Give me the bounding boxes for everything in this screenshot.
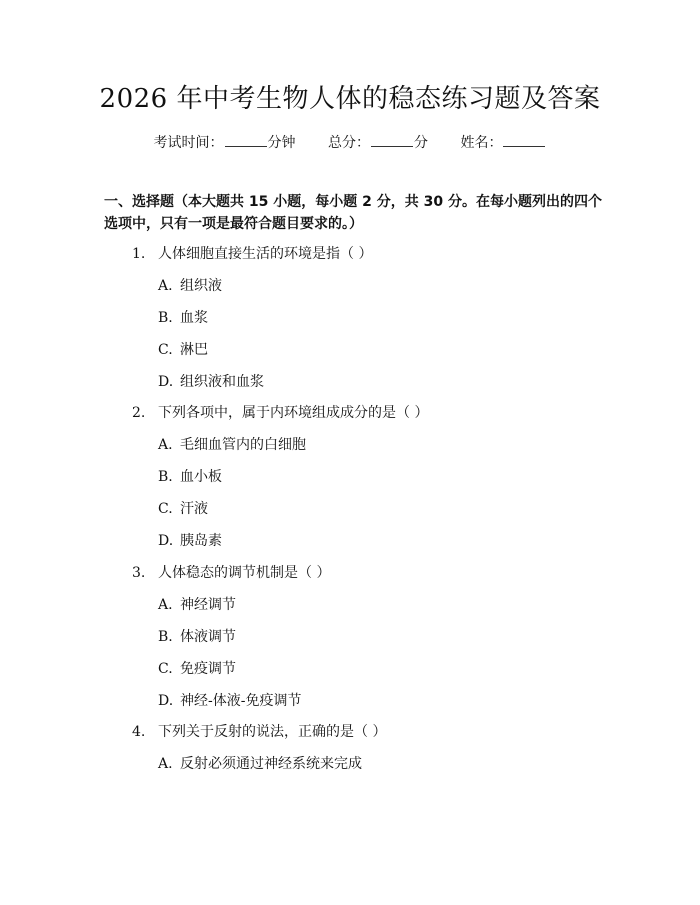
option-text: 反射必须通过神经系统来完成 [180, 756, 362, 772]
option-1b [158, 308, 208, 328]
option-1c [158, 340, 208, 360]
section-heading: 一、选择题（本大题共 15 小题，每小题 2 分，共 30 分。在每小题列出的四个选项中，只有一项是最符合题目要求的。） [104, 194, 602, 232]
question-4 [132, 722, 386, 742]
exam-meta-line [0, 132, 700, 153]
option-2a [158, 435, 306, 455]
exam-time-unit: 分钟 [267, 135, 296, 151]
document-title: 2026 年中考生物人体的稳态练习题及答案 [99, 84, 601, 114]
option-text: 汗液 [180, 501, 208, 517]
question-text: 人体细胞直接生活的环境是指（ ） [158, 246, 373, 262]
question-1 [132, 244, 372, 264]
option-letter: A. [158, 756, 173, 772]
option-letter: B. [158, 629, 173, 645]
option-2b [158, 467, 222, 487]
exam-time-label: 考试时间： [153, 135, 224, 151]
total-score-label: 总分： [328, 135, 370, 151]
question-number: 1. [132, 246, 146, 262]
question-text: 下列关于反射的说法，正确的是（ ） [158, 724, 387, 740]
option-text: 体液调节 [180, 629, 236, 645]
option-3a [158, 595, 236, 615]
student-name-blank [503, 132, 545, 147]
question-number: 2. [132, 405, 146, 421]
option-text: 组织液 [180, 278, 222, 294]
option-text: 胰岛素 [180, 533, 222, 549]
option-text: 神经-体液-免疫调节 [180, 693, 302, 709]
option-3d [158, 691, 301, 711]
option-text: 组织液和血浆 [180, 374, 264, 390]
option-1d [158, 372, 264, 392]
option-2d [158, 531, 222, 551]
total-score-field [328, 135, 428, 151]
option-letter: A. [158, 278, 173, 294]
option-3b [158, 627, 236, 647]
option-3c [158, 659, 236, 679]
question-2 [132, 403, 428, 423]
question-text: 下列各项中，属于内环境组成成分的是（ ） [158, 405, 429, 421]
question-number: 4. [132, 724, 146, 740]
option-text: 毛细血管内的白细胞 [180, 437, 306, 453]
exam-time-blank [225, 132, 267, 147]
option-letter: C. [158, 342, 173, 358]
option-text: 免疫调节 [180, 661, 236, 677]
option-text: 神经调节 [180, 597, 236, 613]
option-letter: D. [158, 693, 174, 709]
total-score-unit: 分 [414, 135, 428, 151]
option-text: 血小板 [180, 469, 222, 485]
option-4a [158, 754, 362, 774]
option-letter: C. [158, 661, 173, 677]
option-letter: B. [158, 310, 173, 326]
student-name-label: 姓名： [460, 135, 503, 151]
question-3 [132, 563, 330, 583]
option-2c [158, 499, 208, 519]
option-letter: D. [158, 374, 174, 390]
option-letter: D. [158, 533, 174, 549]
option-1a [158, 276, 222, 296]
option-letter: C. [158, 501, 173, 517]
option-text: 血浆 [180, 310, 208, 326]
option-letter: B. [158, 469, 173, 485]
option-letter: A. [158, 597, 173, 613]
question-text: 人体稳态的调节机制是（ ） [158, 565, 331, 581]
total-score-blank [371, 132, 413, 147]
exam-time-field [154, 135, 296, 151]
question-number: 3. [132, 565, 146, 581]
option-letter: A. [158, 437, 173, 453]
option-text: 淋巴 [180, 342, 208, 358]
student-name-field [460, 135, 546, 151]
